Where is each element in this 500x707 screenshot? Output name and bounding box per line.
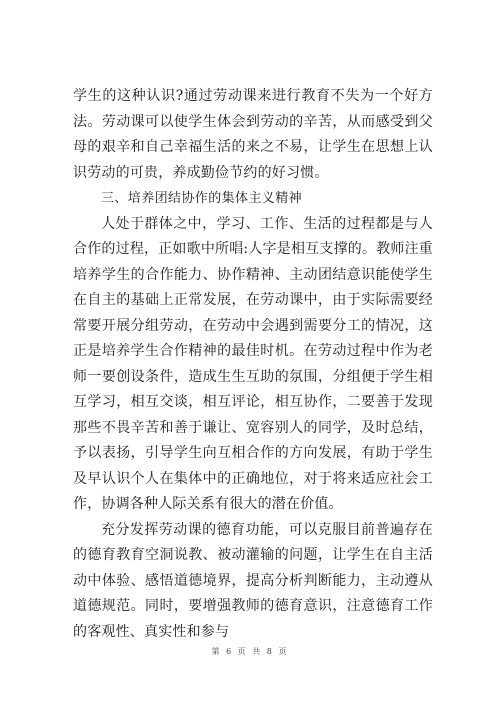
section-heading-3: 三、培养团结协作的集体主义精神 — [101, 191, 303, 206]
document-body — [73, 84, 433, 645]
page-number-footer: 第 6 页 共 8 页 — [211, 647, 289, 656]
paragraph-2: 人处于群体之中，学习、工作、生活的过程都是与人合作的过程，正如歌中所唱:人字是相互支撑的。教师注重培养学生的合作能力、协作精神、主动团结意识能使学生在自主的基础上正常发展，在劳动课中，由于实际需要经常要开展分组劳动，在劳动中会遇到需要分工的情况，这正是培养学生合作精神的最佳时机。在劳动过程中作为老师一要创设条件，造成生生互助的氛围，分组便于学生相互学习，相互交谈，相互评论，相互协作，二要善于发现那些不畏辛苦和善于谦让、宽容别人的同学，及时总结，予以表扬，引导学生向互相合作的方向发展，有助于学生及早认识个人在集体中的正确地位，对于将来适应社会工作，协调各种人际关系有很大的潜在价值。 — [73, 215, 433, 512]
paragraph-3: 充分发挥劳动课的德育功能，可以克服目前普遍存在的德育教育空洞说教、被动灌输的问题，让学生在自主活动中体验、感悟道德境界，提高分析判断能力，主动遵从道德规范。同时，要增强教师的德育意识，注意德育工作的客观性、真实性和参与 — [73, 521, 433, 640]
paragraph-1: 学生的这种认识?通过劳动课来进行教育不失为一个好方法。劳动课可以使学生体会到劳动的辛苦，从而感受到父母的艰辛和自己幸福生活的来之不易，让学生在思想上认识劳动的可贵，养成勤俭节约的好习惯。 — [73, 88, 433, 181]
